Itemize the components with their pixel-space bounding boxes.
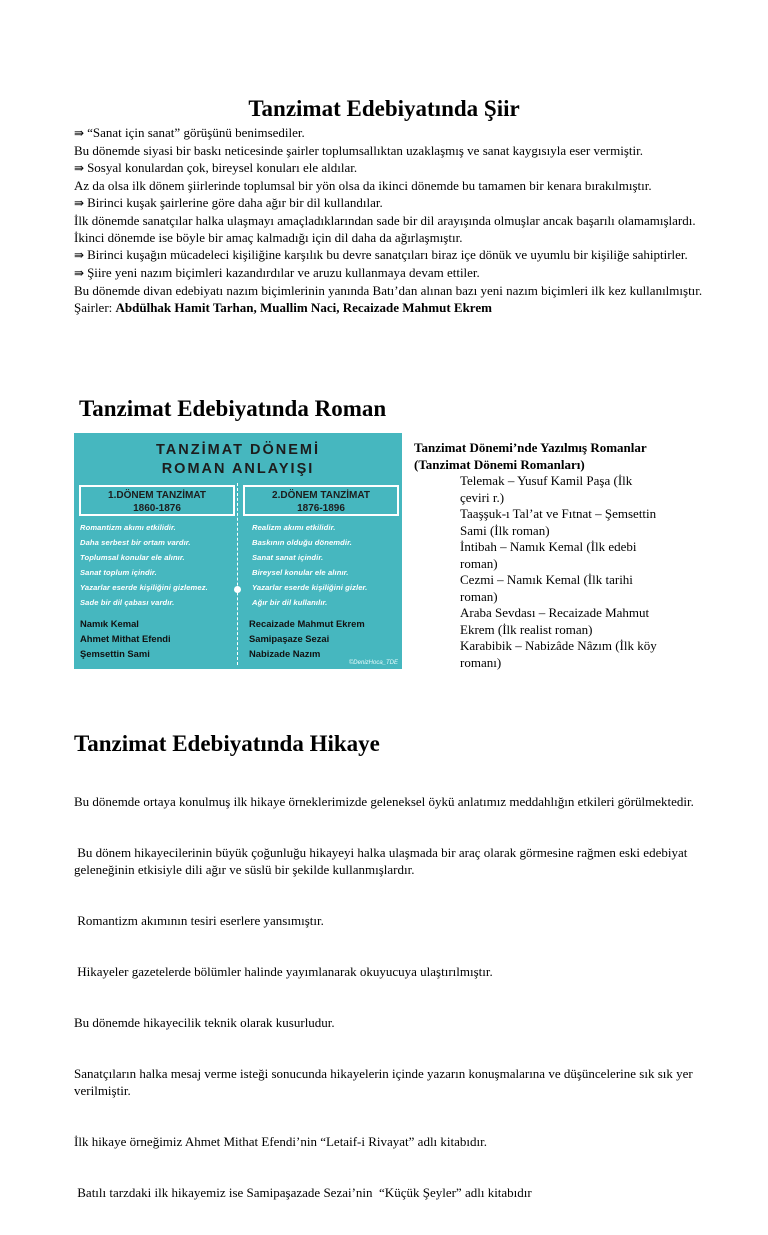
col1-years: 1860-1876 (133, 503, 181, 514)
col1-author: Namık Kemal (80, 618, 139, 629)
infographic-divider (237, 483, 238, 665)
col2-item: Sanat sanat içindir. (252, 553, 324, 562)
novels-subheading: (Tanzimat Dönemi Romanları) (414, 456, 585, 472)
novel-item: Karabibik – Nabizâde Nâzım (İlk köy romanı) (460, 638, 657, 670)
col1-author: Şemsettin Sami (80, 648, 150, 659)
col1-item: Sanat toplum içindir. (80, 568, 157, 577)
hikaye-line: İlk hikaye örneğimiz Ahmet Mithat Efendi’nin “Letaif-i Rivayat” adlı kitabıdır. (74, 1134, 487, 1149)
poets-names: Abdülhak Hamit Tarhan, Muallim Naci, Recaizade Mahmut Ekrem (115, 300, 492, 315)
col2-item: Yazarlar eserde kişiliğini gizler. (252, 583, 368, 592)
infographic-watermark: ©DenizHoca_TDE (348, 660, 398, 666)
novel-item: Taaşşuk-ı Tal’at ve Fıtnat – Şemsettin Sami (İlk roman) (460, 506, 657, 538)
col2-heading-text: 2.DÖNEM TANZİMAT (272, 490, 370, 501)
col2-item: Realizm akımı etkilidir. (252, 523, 336, 532)
hikaye-body (74, 759, 714, 1235)
col1-item: Daha serbest bir ortam vardır. (80, 538, 191, 547)
siir-line: ⇛ Birinci kuşak şairlerine göre daha ağır bir dil kullandılar. (74, 195, 383, 210)
hikaye-line: Bu dönemde hikayecilik teknik olarak kusurludur. (74, 1015, 335, 1030)
right-double-arrow-icon: ⇛ (74, 196, 85, 210)
novels-list (414, 440, 714, 671)
novel-item: Telemak – Yusuf Kamil Paşa (İlk çeviri r.) (460, 473, 633, 505)
infographic-title-line2: ROMAN ANLAYIŞI (161, 461, 315, 477)
col1-item: Yazarlar eserde kişiliğini gizlemez. (80, 583, 208, 592)
hikaye-line: Sanatçıların halka mesaj verme isteği sonucunda hikayelerin içinde yazarın konuşmalarına ve düşüncelerine sık sık yer verilmiştir. (74, 1066, 696, 1098)
right-double-arrow-icon: ⇛ (74, 266, 85, 280)
siir-body (74, 124, 714, 316)
right-double-arrow-icon: ⇛ (74, 248, 85, 262)
col1-item: Sade bir dil çabası vardır. (80, 598, 175, 607)
infographic-col1-heading (79, 485, 235, 516)
siir-line: ⇛ Sosyal konulardan çok, bireysel konuları ele aldılar. (74, 160, 358, 175)
infographic-col2-heading (243, 485, 399, 516)
hikaye-line: Bu dönem hikayecilerinin büyük çoğunluğu hikayeyi halka ulaşmada bir araç olarak görmesine rağmen eski edebiyat geleneğinin etkisiyle dili ağır ve süslü bir şekilde kullanmışlardır. (74, 845, 691, 877)
infographic-title-line1: TANZİMAT DÖNEMİ (156, 442, 320, 458)
col1-item: Toplumsal konular ele alınır. (80, 553, 185, 562)
infographic-divider-dot (234, 586, 241, 593)
siir-line: Bu dönemde divan edebiyatı nazım biçimlerinin yanında Batı’dan alınan bazı yeni nazım biçimleri ilk kez kullanılmıştır. (74, 283, 703, 298)
siir-line: ⇛ Şiire yeni nazım biçimleri kazandırdılar ve aruzu kullanmaya devam ettiler. (74, 265, 480, 280)
col2-author: Samipaşaze Sezai (249, 633, 330, 644)
poets-label: Şairler: (74, 300, 116, 315)
novels-heading: Tanzimat Dönemi’nde Yazılmış Romanlar (414, 440, 647, 455)
col2-author: Nabizade Nazım (249, 648, 321, 659)
poets-line (74, 299, 714, 316)
col2-author: Recaizade Mahmut Ekrem (249, 618, 365, 629)
section-title-siir: Tanzimat Edebiyatında Şiir (248, 96, 520, 121)
novel-item: Cezmi – Namık Kemal (İlk tarihi roman) (460, 572, 633, 604)
col1-author: Ahmet Mithat Efendi (80, 633, 171, 644)
col2-item: Bireysel konular ele alınır. (252, 568, 349, 577)
hikaye-line: Batılı tarzdaki ilk hikayemiz ise Samipaşazade Sezai’nin “Küçük Şeyler” adlı kitabıdır (74, 1185, 532, 1200)
col1-item: Romantizm akımı etkilidir. (80, 523, 176, 532)
siir-line: ⇛ “Sanat için sanat” görüşünü benimsediler. (74, 125, 305, 140)
siir-line: Az da olsa ilk dönem şiirlerinde toplumsal bir yön olsa da ikinci dönemde bu tamamen bir kenara bırakılmıştır. (74, 178, 652, 193)
hikaye-line: Romantizm akımının tesiri eserlere yansımıştır. (74, 913, 324, 928)
hikaye-line: Hikayeler gazetelerde bölümler halinde yayımlanarak okuyucuya ulaştırılmıştır. (74, 964, 493, 979)
right-double-arrow-icon: ⇛ (74, 126, 85, 140)
siir-line: İlk dönemde sanatçılar halka ulaşmayı amaçladıklarından sade bir dil arayışında olmuşlar ancak başarılı olamamışlardı. İkinci dönemde ise böyle bir amaç kalmadığı için dil daha da ağırlaşmıştır. (74, 213, 696, 245)
section-title-roman: Tanzimat Edebiyatında Roman (79, 396, 387, 421)
siir-line: Bu dönemde siyasi bir baskı neticesinde şairler toplumsallıktan uzaklaşmış ve sanat kaygısıyla eser vermiştir. (74, 143, 643, 158)
right-double-arrow-icon: ⇛ (74, 161, 85, 175)
col2-years: 1876-1896 (297, 503, 345, 514)
col2-item: Baskının olduğu dönemdir. (252, 538, 352, 547)
novel-item: İntibah – Namık Kemal (İlk edebi roman) (460, 539, 637, 571)
novel-item: Araba Sevdası – Recaizade Mahmut Ekrem (İlk realist roman) (460, 605, 650, 637)
siir-line: ⇛ Birinci kuşağın mücadeleci kişiliğine karşılık bu devre sanatçıları biraz içe dönük ve uyumlu bir kişiliğe sahiptirler. (74, 247, 688, 262)
col1-heading-text: 1.DÖNEM TANZİMAT (108, 490, 206, 501)
col2-item: Ağır bir dil kullanılır. (252, 598, 328, 607)
section-title-hikaye: Tanzimat Edebiyatında Hikaye (74, 731, 380, 756)
hikaye-line: Bu dönemde ortaya konulmuş ilk hikaye örneklerimizde geleneksel öykü anlatımız meddahlığın etkileri görülmektedir. (74, 794, 694, 809)
